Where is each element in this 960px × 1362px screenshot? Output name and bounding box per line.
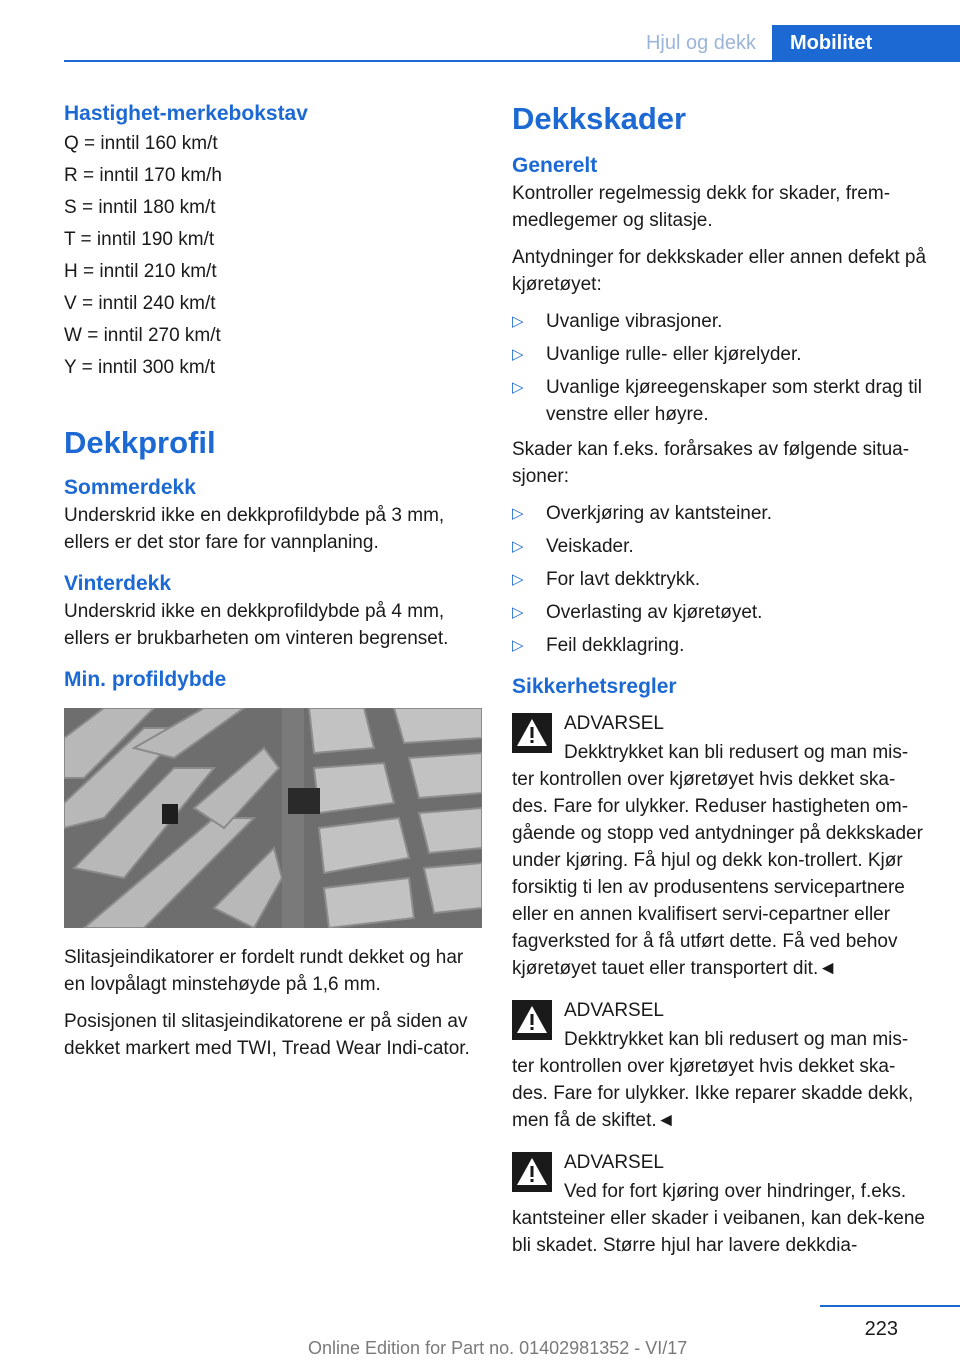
- winter-heading: Vinterdekk: [64, 572, 171, 595]
- warning-title: ADVARSEL: [564, 1152, 664, 1173]
- safety-heading: Sikkerhetsregler: [512, 675, 677, 698]
- warning-text: Ved for fort kjøring over hindringer, f.eks. kantsteiner eller skader i veibanen, kan dek-kene bli skadet. Større hjul har lavere dekkdia-: [512, 1181, 925, 1256]
- speed-line-t: T = inntil 190 km/t: [64, 229, 215, 250]
- list-item: ▷ Overkjøring av kantsteiner.: [512, 500, 930, 527]
- summer-text: Underskrid ikke en dekkprofildybde på 3 mm, ellers er det stor fare for vannplaning.: [64, 505, 445, 553]
- warning-block: [512, 709, 930, 982]
- general-text: Kontroller regelmessig dekk for skader, frem-medlegemer og slitasje.: [512, 183, 891, 231]
- warning-title: ADVARSEL: [564, 1000, 664, 1021]
- page-number: 223: [864, 1318, 898, 1340]
- warning-icon: [512, 1000, 552, 1040]
- chapter-tab: Mobilitet: [772, 25, 960, 61]
- warning-block: [512, 1148, 930, 1259]
- speed-line-v: V = inntil 240 km/t: [64, 293, 216, 314]
- left-column: [64, 100, 482, 1072]
- speed-line-h: H = inntil 210 km/t: [64, 261, 217, 282]
- right-column: [512, 100, 930, 1273]
- speed-line-q: Q = inntil 160 km/t: [64, 133, 218, 154]
- tire-tread-photo: [64, 708, 482, 928]
- speed-heading: Hastighet-merkebokstav: [64, 102, 308, 125]
- speed-list: [64, 128, 482, 384]
- speed-line-w: W = inntil 270 km/t: [64, 325, 221, 346]
- warning-text: Dekktrykket kan bli redusert og man mis-ter kontrollen over kjøretøyet hvis dekket ska-des. Fare for ulykker. Reduser hastigheten om-gående og stopp ved antydninger på dekkskader under kjøring. Få hjul og dekk kon-trollert. Kjør forsiktig ti len av produsentens servicepartnere eller en annen kvalifisert servi-cepartner eller fagverksted for å få utført dette. Få ved behov kjøretøyet tauet eller transportert dit.◄: [512, 742, 923, 979]
- list-item: ▷ Overlasting av kjøretøyet.: [512, 599, 930, 626]
- list-item: ▷ For lavt dekktrykk.: [512, 566, 930, 593]
- signs-text: Antydninger for dekkskader eller annen defekt på kjøretøyet:: [512, 247, 927, 295]
- warning-text: Dekktrykket kan bli redusert og man mis-ter kontrollen over kjøretøyet hvis dekket ska-des. Fare for ulykker. Ikke reparer skadde dekk, men få de skiftet.◄: [512, 1029, 914, 1131]
- header-tabs: [646, 25, 960, 61]
- list-item: ▷ Uvanlige rulle- eller kjørelyder.: [512, 341, 930, 368]
- winter-text: Underskrid ikke en dekkprofildybde på 4 mm, ellers er brukbarheten om vinteren begrenset.: [64, 601, 449, 649]
- footer-rule: [820, 1305, 960, 1307]
- section-tab: Hjul og dekk: [645, 32, 756, 54]
- speed-line-s: S = inntil 180 km/t: [64, 197, 216, 218]
- general-heading: Generelt: [512, 154, 598, 177]
- indicator-text: Slitasjeindikatorer er fordelt rundt dekket og har en lovpålagt minstehøyde på 1,6 mm.: [64, 947, 464, 995]
- speed-line-y: Y = inntil 300 km/t: [64, 357, 216, 378]
- list-item: ▷ Veiskader.: [512, 533, 930, 560]
- summer-heading: Sommerdekk: [64, 476, 196, 499]
- warning-block: [512, 996, 930, 1134]
- causes-text: Skader kan f.eks. forårsakes av følgende situa-sjoner:: [512, 439, 910, 487]
- speed-line-r: R = inntil 170 km/h: [64, 165, 222, 186]
- position-text: Posisjonen til slitasjeindikatorene er på siden av dekket markert med TWI, Tread Wear Indi-cator.: [64, 1011, 470, 1059]
- list-item: ▷ Uvanlige vibrasjoner.: [512, 308, 930, 335]
- warning-icon: [512, 713, 552, 753]
- header-rule: [64, 60, 960, 62]
- warning-icon: [512, 1152, 552, 1192]
- signs-list: [512, 308, 930, 428]
- damage-title: Dekkskader: [512, 101, 687, 136]
- min-depth-heading: Min. profildybde: [64, 668, 227, 691]
- causes-list: [512, 500, 930, 659]
- profile-title: Dekkprofil: [64, 425, 216, 460]
- list-item: ▷ Uvanlige kjøreegenskaper som sterkt drag til venstre eller høyre.: [512, 374, 930, 428]
- footer-edition: Online Edition for Part no. 01402981352 - VI/17: [308, 1338, 688, 1358]
- list-item: ▷ Feil dekklagring.: [512, 632, 930, 659]
- warning-title: ADVARSEL: [564, 713, 664, 734]
